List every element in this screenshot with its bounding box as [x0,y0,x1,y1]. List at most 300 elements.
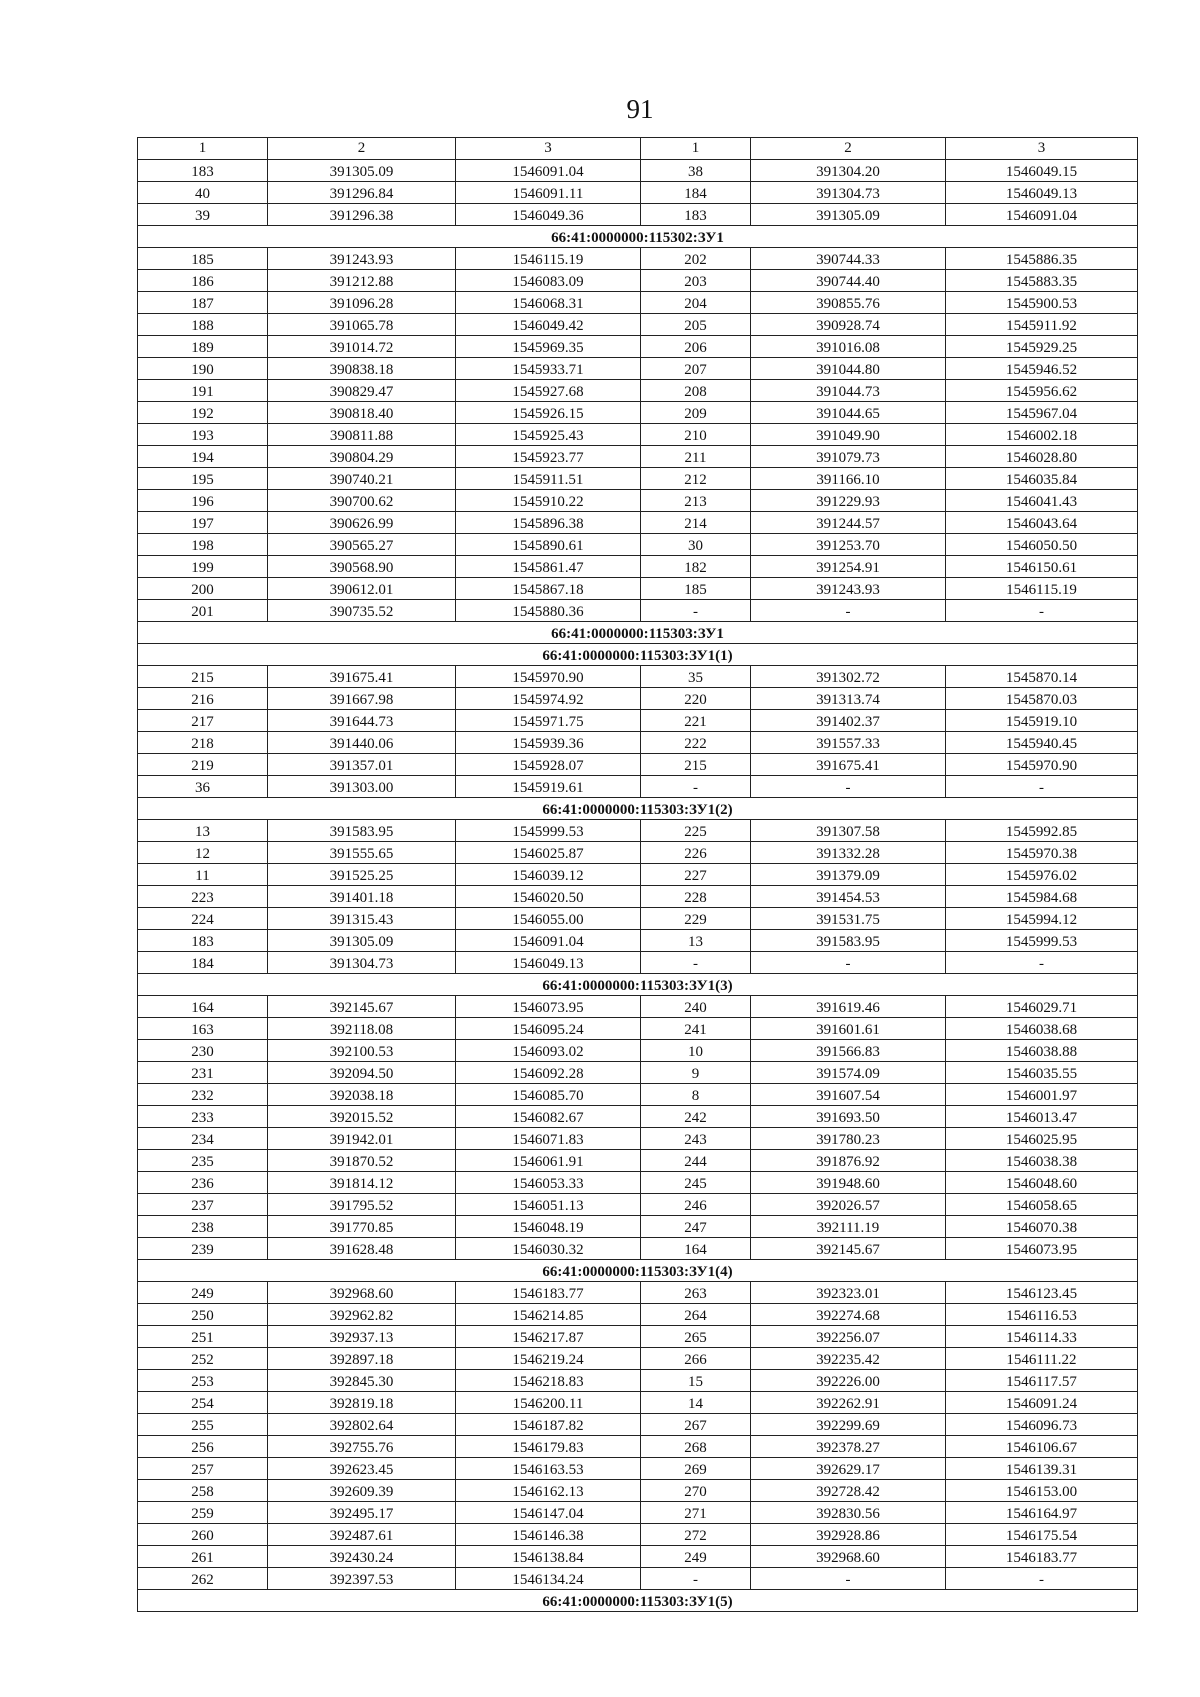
table-cell: 1546092.28 [456,1062,641,1084]
table-cell: 1545861.47 [456,556,641,578]
table-cell: 193 [138,424,268,446]
table-cell: 1545886.35 [946,248,1138,270]
table-row [138,1216,1138,1238]
header-cell: 1 [138,138,268,160]
table-cell: 198 [138,534,268,556]
table-cell: 210 [641,424,751,446]
table-row [138,842,1138,864]
table-cell: 1546043.64 [946,512,1138,534]
table-cell: 257 [138,1458,268,1480]
table-cell: 391379.09 [751,864,946,886]
table-cell: 1546049.13 [456,952,641,974]
table-cell: - [946,600,1138,622]
table-cell: 392830.56 [751,1502,946,1524]
table-cell: 1546071.83 [456,1128,641,1150]
table-cell: 392274.68 [751,1304,946,1326]
table-cell: 187 [138,292,268,314]
table-cell: 213 [641,490,751,512]
table-cell: 269 [641,1458,751,1480]
table-cell: 390804.29 [268,446,456,468]
table-cell: 183 [138,160,268,182]
table-row [138,732,1138,754]
section-title-row [138,1260,1138,1282]
table-cell: 1546139.31 [946,1458,1138,1480]
table-cell: 1546164.97 [946,1502,1138,1524]
table-cell: 208 [641,380,751,402]
table-row [138,160,1138,182]
table-cell: 392609.39 [268,1480,456,1502]
table-cell: 391440.06 [268,732,456,754]
table-cell: 391296.38 [268,204,456,226]
table-cell: 1546030.32 [456,1238,641,1260]
header-cell: 3 [946,138,1138,160]
table-cell: 211 [641,446,751,468]
table-cell: 391531.75 [751,908,946,930]
table-cell: 392026.57 [751,1194,946,1216]
table-cell: 392100.53 [268,1040,456,1062]
table-cell: 233 [138,1106,268,1128]
table-cell: 245 [641,1172,751,1194]
table-cell: 390568.90 [268,556,456,578]
table-cell: 265 [641,1326,751,1348]
table-row [138,776,1138,798]
table-cell: 391304.73 [268,952,456,974]
table-cell: 1545984.68 [946,886,1138,908]
table-cell: 163 [138,1018,268,1040]
table-cell: 1545925.43 [456,424,641,446]
table-cell: 259 [138,1502,268,1524]
table-row [138,1436,1138,1458]
table-cell: 392928.86 [751,1524,946,1546]
table-row [138,578,1138,600]
table-cell: 260 [138,1524,268,1546]
table-cell: 1546093.02 [456,1040,641,1062]
table-cell: 196 [138,490,268,512]
table-cell: 209 [641,402,751,424]
table-cell: 1545956.62 [946,380,1138,402]
table-cell: 392145.67 [751,1238,946,1260]
table-cell: - [751,952,946,974]
table-cell: 391870.52 [268,1150,456,1172]
table-cell: 391244.57 [751,512,946,534]
table-cell: 268 [641,1436,751,1458]
table-cell: 392728.42 [751,1480,946,1502]
table-cell: 229 [641,908,751,930]
table-cell: 1546050.50 [946,534,1138,556]
table-cell: 392968.60 [268,1282,456,1304]
table-cell: 1546115.19 [456,248,641,270]
table-cell: 240 [641,996,751,1018]
table-cell: 164 [138,996,268,1018]
table-cell: 1546083.09 [456,270,641,292]
table-cell: 391304.73 [751,182,946,204]
table-cell: 391243.93 [751,578,946,600]
table-row [138,358,1138,380]
table-cell: 205 [641,314,751,336]
table-row [138,1018,1138,1040]
table-row [138,710,1138,732]
table-cell: 1546070.38 [946,1216,1138,1238]
table-cell: 203 [641,270,751,292]
table-cell: 392495.17 [268,1502,456,1524]
section-title-row [138,1590,1138,1612]
table-cell: 391357.01 [268,754,456,776]
table-cell: 189 [138,336,268,358]
table-cell: 201 [138,600,268,622]
table-cell: 391096.28 [268,292,456,314]
table-cell: 212 [641,468,751,490]
table-cell: 223 [138,886,268,908]
table-cell: 1545970.38 [946,842,1138,864]
table-cell: 391303.00 [268,776,456,798]
table-row [138,1392,1138,1414]
section-title-row [138,974,1138,996]
table-row [138,292,1138,314]
table-cell: 1546073.95 [456,996,641,1018]
table-row [138,336,1138,358]
table-cell: 1546020.50 [456,886,641,908]
table-cell: 1545927.68 [456,380,641,402]
table-cell: 392802.64 [268,1414,456,1436]
table-cell: 391229.93 [751,490,946,512]
table-cell: 1546114.33 [946,1326,1138,1348]
table-cell: 256 [138,1436,268,1458]
table-row [138,1326,1138,1348]
table-cell: 391304.20 [751,160,946,182]
table-cell: 392430.24 [268,1546,456,1568]
table-cell: 12 [138,842,268,864]
table-cell: - [946,952,1138,974]
table-cell: 1546146.38 [456,1524,641,1546]
table-cell: 220 [641,688,751,710]
table-cell: 391667.98 [268,688,456,710]
table-cell: 11 [138,864,268,886]
table-cell: 232 [138,1084,268,1106]
table-cell: 391942.01 [268,1128,456,1150]
table-cell: 1546049.15 [946,160,1138,182]
table-cell: 391814.12 [268,1172,456,1194]
table-cell: 391212.88 [268,270,456,292]
table-row [138,1524,1138,1546]
table-cell: 390700.62 [268,490,456,512]
table-cell: 392145.67 [268,996,456,1018]
table-cell: 1546218.83 [456,1370,641,1392]
table-cell: 1545929.25 [946,336,1138,358]
table-cell: 231 [138,1062,268,1084]
table-cell: 1545919.10 [946,710,1138,732]
table-cell: 1546048.19 [456,1216,641,1238]
table-cell: 1546002.18 [946,424,1138,446]
table-cell: 13 [138,820,268,842]
table-cell: 391014.72 [268,336,456,358]
table-cell: 35 [641,666,751,688]
table-cell: 1545870.03 [946,688,1138,710]
table-cell: 391243.93 [268,248,456,270]
table-cell: 392819.18 [268,1392,456,1414]
table-cell: 391675.41 [268,666,456,688]
table-row [138,754,1138,776]
table-row [138,1172,1138,1194]
table-cell: 392111.19 [751,1216,946,1238]
table-cell: 390744.40 [751,270,946,292]
table-cell: 390855.76 [751,292,946,314]
table-cell: - [751,776,946,798]
table-cell: 183 [641,204,751,226]
table-cell: 391628.48 [268,1238,456,1260]
table-cell: 197 [138,512,268,534]
table-cell: 392323.01 [751,1282,946,1304]
table-cell: 390565.27 [268,534,456,556]
table-cell: 184 [641,182,751,204]
table-cell: 185 [138,248,268,270]
table-cell: 392897.18 [268,1348,456,1370]
table-cell: 190 [138,358,268,380]
table-cell: 267 [641,1414,751,1436]
table-row [138,1084,1138,1106]
table-cell: 1546038.88 [946,1040,1138,1062]
table-cell: 239 [138,1238,268,1260]
table-cell: 238 [138,1216,268,1238]
table-cell: 391305.09 [268,930,456,952]
table-cell: 251 [138,1326,268,1348]
table-row [138,490,1138,512]
table-cell: 1545880.36 [456,600,641,622]
table-row [138,1304,1138,1326]
table-cell: 1546091.04 [456,930,641,952]
table-cell: 391307.58 [751,820,946,842]
table-cell: 272 [641,1524,751,1546]
table-row [138,996,1138,1018]
table-cell: 1546147.04 [456,1502,641,1524]
table-cell: 391315.43 [268,908,456,930]
table-cell: 1546150.61 [946,556,1138,578]
table-cell: 392118.08 [268,1018,456,1040]
table-cell: 221 [641,710,751,732]
table-cell: 1545928.07 [456,754,641,776]
table-cell: 271 [641,1502,751,1524]
table-cell: 235 [138,1150,268,1172]
table-cell: 215 [138,666,268,688]
table-cell: 392623.45 [268,1458,456,1480]
table-cell: 183 [138,930,268,952]
table-cell: 206 [641,336,751,358]
table-cell: 1546123.45 [946,1282,1138,1304]
table-cell: 1546095.24 [456,1018,641,1040]
table-cell: 391079.73 [751,446,946,468]
table-cell: 391566.83 [751,1040,946,1062]
table-cell: 1546117.57 [946,1370,1138,1392]
table-cell: 1545999.53 [456,820,641,842]
table-cell: 392487.61 [268,1524,456,1546]
table-row [138,534,1138,556]
table-cell: 391948.60 [751,1172,946,1194]
table-row [138,1282,1138,1304]
table-cell: 1546175.54 [946,1524,1138,1546]
table-cell: 392226.00 [751,1370,946,1392]
table-cell: 1545994.12 [946,908,1138,930]
section-title: 66:41:0000000:115303:ЗУ1(3) [138,974,1138,996]
table-cell: 391557.33 [751,732,946,754]
table-cell: 1546051.13 [456,1194,641,1216]
table-cell: 1545969.35 [456,336,641,358]
table-cell: 1546115.19 [946,578,1138,600]
table-cell: 253 [138,1370,268,1392]
table-cell: 391583.95 [268,820,456,842]
table-cell: 390818.40 [268,402,456,424]
table-cell: 391601.61 [751,1018,946,1040]
table-cell: 1545971.75 [456,710,641,732]
section-title: 66:41:0000000:115303:ЗУ1(2) [138,798,1138,820]
table-cell: 215 [641,754,751,776]
table-cell: 1546091.11 [456,182,641,204]
table-cell: 391583.95 [751,930,946,952]
table-cell: 1546048.60 [946,1172,1138,1194]
table-cell: 390740.21 [268,468,456,490]
table-cell: 1545890.61 [456,534,641,556]
table-cell: 1546200.11 [456,1392,641,1414]
table-cell: 10 [641,1040,751,1062]
table-cell: 391619.46 [751,996,946,1018]
coordinates-table-body [138,138,1138,1612]
table-cell: 392962.82 [268,1304,456,1326]
table-cell: 38 [641,160,751,182]
table-cell: 392397.53 [268,1568,456,1590]
table-cell: 1546217.87 [456,1326,641,1348]
table-cell: 1545940.45 [946,732,1138,754]
table-cell: 390735.52 [268,600,456,622]
table-cell: 1545976.02 [946,864,1138,886]
table-cell: 217 [138,710,268,732]
table-cell: 1546219.24 [456,1348,641,1370]
header-cell: 1 [641,138,751,160]
table-cell: 200 [138,578,268,600]
table-cell: 1546001.97 [946,1084,1138,1106]
table-row [138,1194,1138,1216]
table-cell: 1545992.85 [946,820,1138,842]
table-cell: 391876.92 [751,1150,946,1172]
table-row [138,666,1138,688]
table-cell: 1546091.04 [946,204,1138,226]
table-cell: 9 [641,1062,751,1084]
table-cell: 391332.28 [751,842,946,864]
table-cell: 1546035.55 [946,1062,1138,1084]
table-row [138,1062,1138,1084]
table-cell: 261 [138,1546,268,1568]
table-cell: 392937.13 [268,1326,456,1348]
table-cell: 243 [641,1128,751,1150]
table-cell: - [946,776,1138,798]
table-row [138,1106,1138,1128]
table-cell: 1545900.53 [946,292,1138,314]
table-cell: 218 [138,732,268,754]
table-cell: 1546073.95 [946,1238,1138,1260]
table-cell: 1546163.53 [456,1458,641,1480]
table-cell: 391044.65 [751,402,946,424]
table-cell: 1546053.33 [456,1172,641,1194]
table-cell: 15 [641,1370,751,1392]
table-cell: 263 [641,1282,751,1304]
table-cell: 30 [641,534,751,556]
table-cell: 250 [138,1304,268,1326]
table-cell: 1545970.90 [456,666,641,688]
table-cell: 1546025.87 [456,842,641,864]
table-cell: 1545923.77 [456,446,641,468]
table-cell: - [641,600,751,622]
table-row [138,1040,1138,1062]
table-cell: 249 [138,1282,268,1304]
table-cell: 391302.72 [751,666,946,688]
table-cell: 1545974.92 [456,688,641,710]
table-cell: 1546153.00 [946,1480,1138,1502]
table-cell: 1545870.14 [946,666,1138,688]
table-row [138,820,1138,842]
table-cell: 219 [138,754,268,776]
table-cell: 1546013.47 [946,1106,1138,1128]
table-cell: 191 [138,380,268,402]
table-cell: 392968.60 [751,1546,946,1568]
table-cell: 184 [138,952,268,974]
table-row [138,204,1138,226]
table-cell: 391795.52 [268,1194,456,1216]
table-cell: 1546134.24 [456,1568,641,1590]
table-cell: 391770.85 [268,1216,456,1238]
table-row [138,600,1138,622]
table-cell: 390612.01 [268,578,456,600]
section-title-row [138,622,1138,644]
table-cell: 1546049.36 [456,204,641,226]
table-row [138,1480,1138,1502]
table-row [138,1128,1138,1150]
table-row [138,402,1138,424]
table-cell: 214 [641,512,751,534]
table-cell: 391305.09 [268,160,456,182]
table-cell: 236 [138,1172,268,1194]
table-cell: 264 [641,1304,751,1326]
table-cell: 390928.74 [751,314,946,336]
section-title: 66:41:0000000:115303:ЗУ1(1) [138,644,1138,666]
table-cell: - [641,776,751,798]
table-cell: 1546111.22 [946,1348,1138,1370]
table-cell: - [946,1568,1138,1590]
table-cell: 14 [641,1392,751,1414]
table-cell: 241 [641,1018,751,1040]
table-row [138,468,1138,490]
table-cell: 390811.88 [268,424,456,446]
table-cell: 392015.52 [268,1106,456,1128]
table-cell: 194 [138,446,268,468]
table-cell: 392262.91 [751,1392,946,1414]
table-cell: 224 [138,908,268,930]
table-cell: 1546041.43 [946,490,1138,512]
table-cell: 222 [641,732,751,754]
table-cell: 230 [138,1040,268,1062]
table-cell: 391044.73 [751,380,946,402]
table-cell: 391574.09 [751,1062,946,1084]
table-cell: 392629.17 [751,1458,946,1480]
table-cell: 188 [138,314,268,336]
table-cell: 1546038.68 [946,1018,1138,1040]
header-row [138,138,1138,160]
table-cell: 36 [138,776,268,798]
table-row [138,380,1138,402]
table-cell: 1545926.15 [456,402,641,424]
table-row [138,314,1138,336]
table-cell: 266 [641,1348,751,1370]
table-cell: 392038.18 [268,1084,456,1106]
table-cell: 1546055.00 [456,908,641,930]
table-cell: 391555.65 [268,842,456,864]
table-cell: 8 [641,1084,751,1106]
